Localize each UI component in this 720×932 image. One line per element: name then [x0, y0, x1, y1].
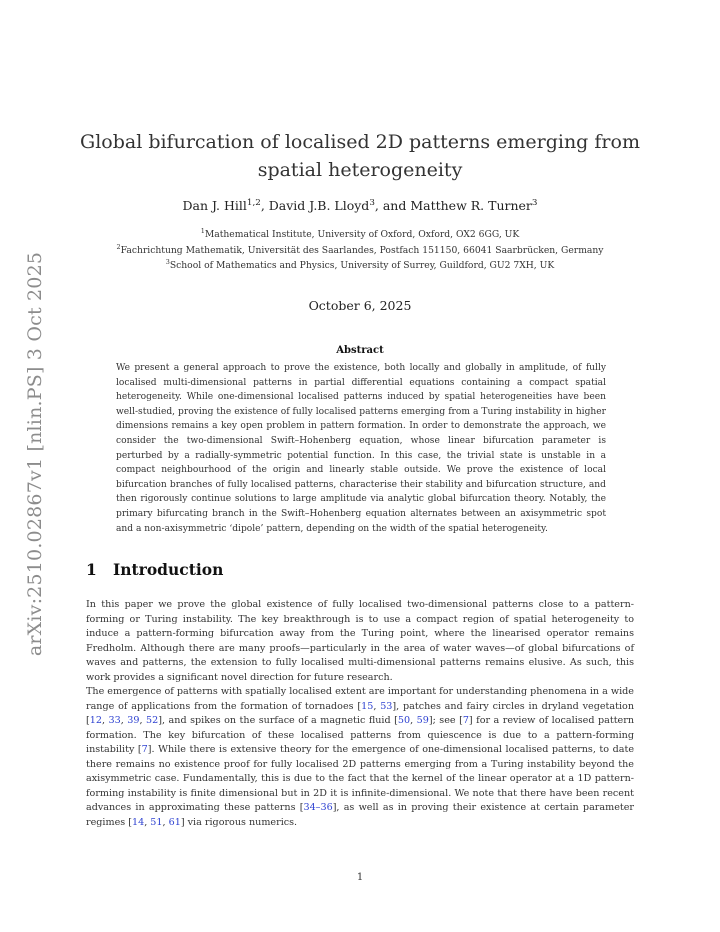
affiliation-marker: 2 [116, 242, 121, 251]
paragraph-text: ]. While there is extensive theory for the emergence of one-dimensional localised patterns, to date there remains no existence proof for fully localised 2D patterns emerging from a Turing instability beyond the axisymmetric case. Fundamentally, this is due to the fact that the kernel of the linear operator at a 1D pattern-forming instability is finite dimensional but in 2D it is infinite-dimensional. We note that there have been recent advances in approximating these patterns [ [86, 744, 634, 813]
citation-link[interactable]: 7 [141, 744, 148, 755]
paragraph-text: ], as well as in proving their existence at certain parameter regimes [ [86, 802, 634, 828]
section-number: 1 [86, 560, 97, 579]
paragraph-text: , [144, 816, 151, 828]
intro-paragraph-2 [86, 685, 634, 830]
author-name: Dan J. Hill [182, 198, 247, 213]
affiliation-marker: 1 [200, 226, 205, 235]
author-name: David J.B. Lloyd [268, 198, 370, 213]
abstract-heading: Abstract [336, 345, 384, 356]
paragraph-text: , [410, 715, 417, 726]
citation-link[interactable]: 52 [146, 715, 159, 726]
affiliation-text: School of Mathematics and Physics, University of Surrey, Guildford, GU2 7XH, UK [169, 260, 555, 271]
arxiv-sidebar [18, 251, 52, 657]
paragraph-text: ], patches and fairy circles in dryland vegetation [ [86, 700, 634, 726]
citation-link[interactable]: 34–36 [303, 802, 333, 813]
affiliation-line [80, 258, 640, 274]
paragraph-text: ]; see [ [428, 715, 463, 726]
paragraph-text: , [373, 700, 381, 712]
page-number: 1 [356, 872, 364, 883]
citation-link[interactable]: 51 [150, 816, 163, 828]
affiliation-line [80, 243, 640, 259]
citation-link[interactable]: 39 [127, 715, 140, 726]
affiliation-text: Fachrichtung Mathematik, Universität des Saarlandes, Postfach 151150, 66041 Saarbrücken, Germany [120, 244, 604, 256]
citation-link[interactable]: 61 [168, 816, 181, 828]
paragraph-text: , [162, 816, 169, 828]
citation-link[interactable]: 53 [380, 700, 393, 712]
citation-link[interactable]: 15 [361, 700, 374, 712]
arxiv-identifier: arXiv:2510.02867v1 [nlin.PS] 3 Oct 2025 [24, 251, 46, 657]
abstract-text: We present a general approach to prove the existence, both locally and globally in amplitude, of fully localised multi-dimensional patterns in partial differential equations containing a compact spatial heterogeneity. While one-dimensional localised patterns induced by spatial heterogeneities have been well-studied, proving the existence of fully localised patterns emerging from a Turing instability in higher dimensions remains a key open problem in pattern formation. In order to demonstrate the approach, we consider the two-dimensional Swift–Hohenberg equation, whose linear bifurcation parameter is perturbed by a radially-symmetric potential function. In this case, the trivial state is unstable in a compact neighbourhood of the origin and linearly stable outside. We prove the existence of local bifurcation branches of fully localised patterns, characterise their stability and bifurcation structure, and then rigorously continue solutions to large amplitude via analytic global bifurcation theory. Notably, the primary bifurcating branch in the Swift–Hohenberg equation alternates between an axisymmetric spot and a non-axisymmetric ‘dipole’ pattern, depending on the width of the spatial heterogeneity. [116, 363, 606, 534]
paragraph-text: , [120, 715, 128, 726]
affiliation-text: Mathematical Institute, University of Oxford, Oxford, OX2 6GG, UK [204, 229, 520, 240]
citation-link[interactable]: 7 [462, 715, 469, 726]
affiliation-list [80, 227, 640, 274]
author-affiliation-marker: 1,2 [246, 197, 261, 208]
publication-date: October 6, 2025 [308, 298, 412, 313]
citation-link[interactable]: 14 [131, 816, 145, 828]
author-affiliation-marker: 3 [369, 197, 375, 208]
citation-link[interactable]: 50 [397, 715, 411, 726]
paper-title: Global bifurcation of localised 2D patterns emerging from spatial heterogeneity [80, 131, 640, 181]
paragraph-text: , [139, 715, 147, 726]
paragraph-text: ], and spikes on the surface of a magnetic fluid [ [158, 715, 398, 726]
citation-link[interactable]: 33 [108, 715, 121, 726]
citation-link[interactable]: 59 [416, 715, 429, 726]
paragraph-text: The emergence of patterns with spatially localised extent are important for understanding phenomena in a wide range of applications from the formation of tornadoes [ [86, 686, 634, 712]
citation-link[interactable]: 12 [89, 715, 102, 726]
section-title: Introduction [113, 560, 224, 579]
paragraph-text: , [101, 715, 109, 726]
author-affiliation-marker: 3 [531, 197, 538, 208]
author-list: Dan J. Hill$^{1,2}$, David J.B. Lloyd$^3$, and Matthew R. Turner$^3$ [182, 197, 538, 213]
paragraph-text: ] via rigorous numerics. [180, 816, 298, 828]
paragraph-text: ] for a review of localised pattern formation. The key bifurcation of these localised patterns from quiescence is due to a pattern-forming instability [ [86, 715, 634, 755]
affiliation-marker: 3 [165, 257, 170, 266]
intro-paragraph-1 [86, 598, 634, 685]
paragraph-text: In this paper we prove the global existence of fully localised two-dimensional patterns close to a pattern-forming or Turing instability. The key breakthrough is to use a compact region of spatial heterogeneity to induce a pattern-forming bifurcation away from the Turing point, where the linearised operator remains Fredholm. Although there are many proofs—particularly in the area of water waves—of global bifurcations of waves and patterns, the extension to fully localised multi-dimensional patterns remains elusive. As such, this work provides a significant novel direction for future research. [86, 599, 634, 683]
author-name: Matthew R. Turner [410, 198, 532, 213]
affiliation-line [80, 227, 640, 243]
section-heading [86, 560, 223, 579]
